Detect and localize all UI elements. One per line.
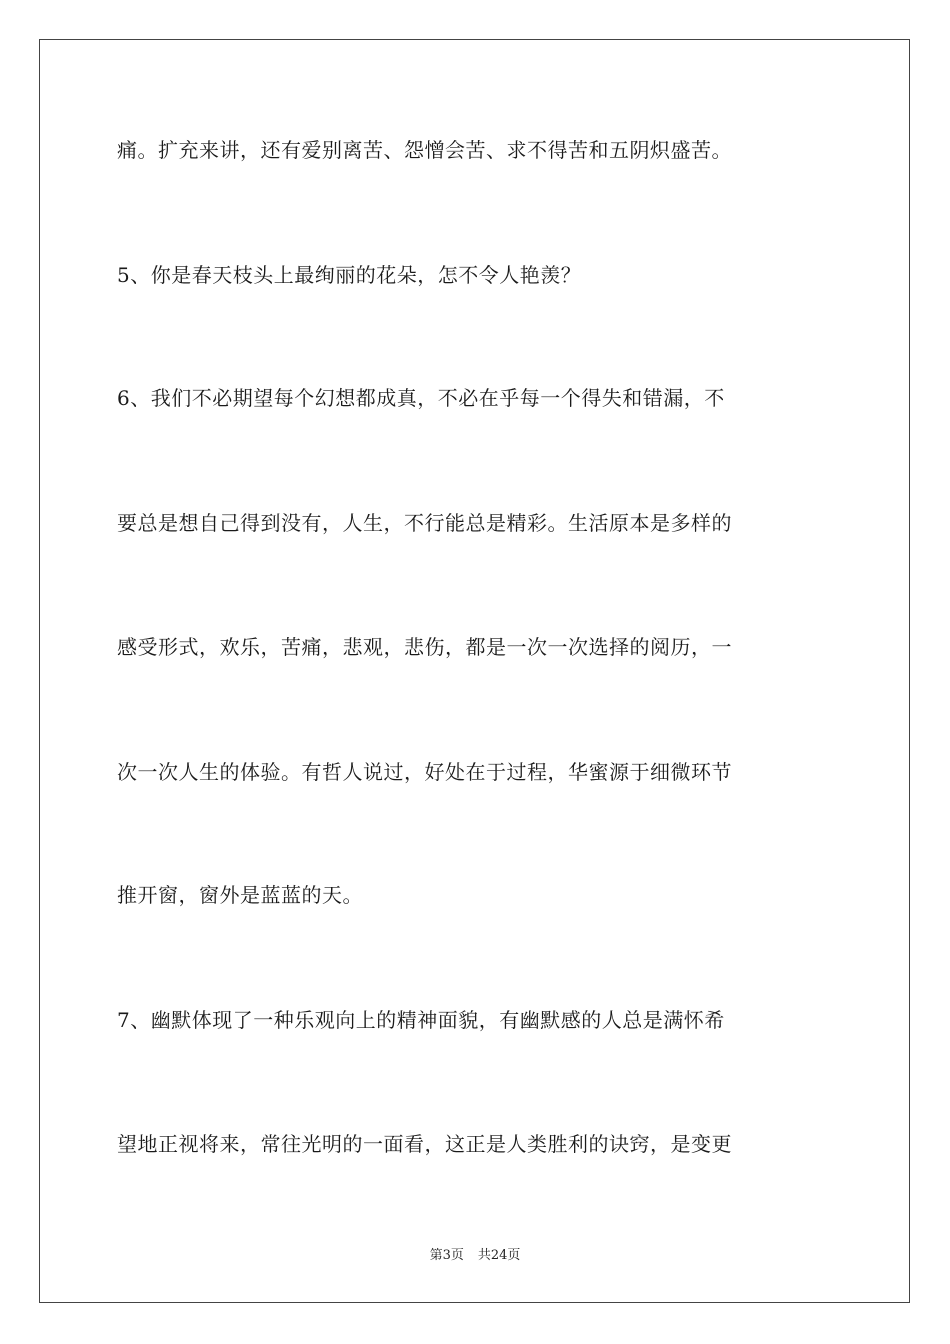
text-line-4: 要总是想自己得到没有，人生，不行能总是精彩。生活原本是多样的 [117, 511, 732, 535]
text-line-8: 7、幽默体现了一种乐观向上的精神面貌，有幽默感的人总是满怀希 [117, 1008, 725, 1032]
page-border [39, 39, 910, 1303]
page-footer [0, 1247, 950, 1265]
text-line-3: 6、我们不必期望每个幻想都成真，不必在乎每一个得失和错漏，不 [117, 386, 725, 410]
text-line-7: 推开窗，窗外是蓝蓝的天。 [117, 883, 363, 907]
page-number: 第3页 [429, 1248, 464, 1263]
text-line-1: 痛。扩充来讲，还有爱别离苦、怨憎会苦、求不得苦和五阴炽盛苦。 [117, 138, 732, 162]
page-total: 共24页 [477, 1248, 521, 1263]
text-line-5: 感受形式，欢乐，苦痛，悲观，悲伤，都是一次一次选择的阅历，一 [117, 635, 732, 659]
text-line-9: 望地正视将来，常往光明的一面看，这正是人类胜利的诀窍，是变更 [117, 1132, 732, 1156]
text-line-6: 次一次人生的体验。有哲人说过，好处在于过程，华蜜源于细微环节 [117, 760, 732, 784]
text-line-2: 5、你是春天枝头上最绚丽的花朵，怎不令人艳羡？ [117, 263, 582, 287]
